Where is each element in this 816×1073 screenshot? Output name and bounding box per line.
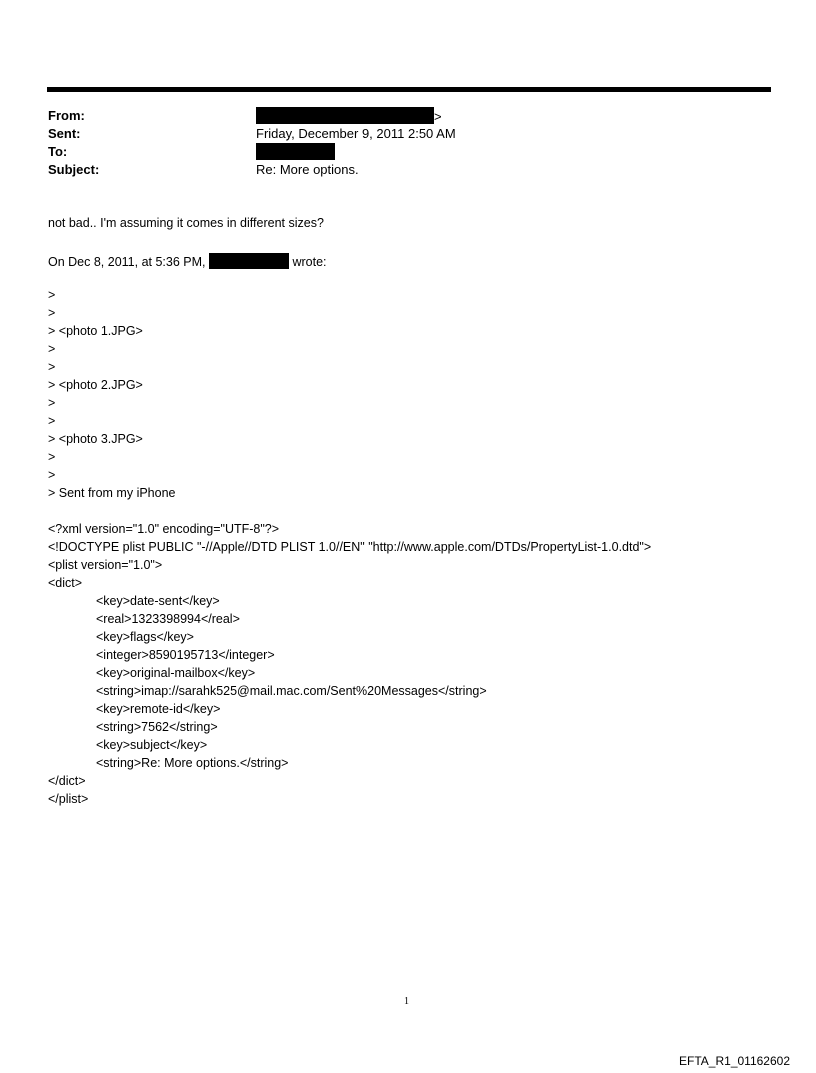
plist-entry: <key>flags</key> [96,630,194,644]
sent-value: Friday, December 9, 2011 2:50 AM [256,126,456,141]
page-number: 1 [404,996,409,1007]
from-value [256,107,442,124]
plist-entry: <string>imap://sarahk525@mail.mac.com/Sent%20Messages</string> [96,684,487,698]
quoted-line: > <photo 3.JPG> [48,432,143,446]
plist-entry: <string>7562</string> [96,720,218,734]
quoted-line: > [48,306,56,320]
attribution-prefix: On Dec 8, 2011, at 5:36 PM, [48,255,206,269]
quoted-line: > <photo 1.JPG> [48,324,143,338]
from-label: From: [48,108,85,123]
plist-entry: <integer>8590195713</integer> [96,648,275,662]
reply-text: not bad.. I'm assuming it comes in different sizes? [48,216,324,230]
subject-value: Re: More options. [256,162,359,177]
subject-label: Subject: [48,162,100,177]
plist-close-tag: </plist> [48,792,89,806]
quoted-line: > [48,396,56,410]
plist-entry: <key>remote-id</key> [96,702,221,716]
attribution-suffix: wrote: [292,255,327,269]
plist-entry: <real>1323398994</real> [96,612,240,626]
document-id: EFTA_R1_01162602 [679,1054,790,1068]
redacted-recipient [256,143,335,160]
quoted-line: > [48,288,56,302]
quoted-line: > Sent from my iPhone [48,486,176,500]
from-suffix: > [434,109,442,124]
dict-open-tag: <dict> [48,576,83,590]
attribution-line [48,253,327,269]
plist-open-tag: <plist version="1.0"> [48,558,163,572]
plist-entry: <key>date-sent</key> [96,594,220,608]
sent-label: Sent: [48,126,81,141]
quoted-line: > [48,342,56,356]
dict-close-tag: </dict> [48,774,86,788]
plist-xml-declaration: <?xml version="1.0" encoding="UTF-8"?> [48,522,280,536]
quoted-line: > [48,450,56,464]
redacted-sender [256,107,434,124]
redacted-author [209,253,289,269]
plist-doctype: <!DOCTYPE plist PUBLIC "-//Apple//DTD PLIST 1.0//EN" "http://www.apple.com/DTDs/PropertyList-1.0.dtd"> [48,540,652,554]
header-rule [47,87,771,92]
to-value [256,143,335,160]
quoted-line: > [48,414,56,428]
quoted-line: > [48,360,56,374]
to-label: To: [48,144,68,159]
plist-entry: <string>Re: More options.</string> [96,756,289,770]
quoted-line: > [48,468,56,482]
plist-entry: <key>subject</key> [96,738,208,752]
plist-entry: <key>original-mailbox</key> [96,666,256,680]
quoted-line: > <photo 2.JPG> [48,378,143,392]
